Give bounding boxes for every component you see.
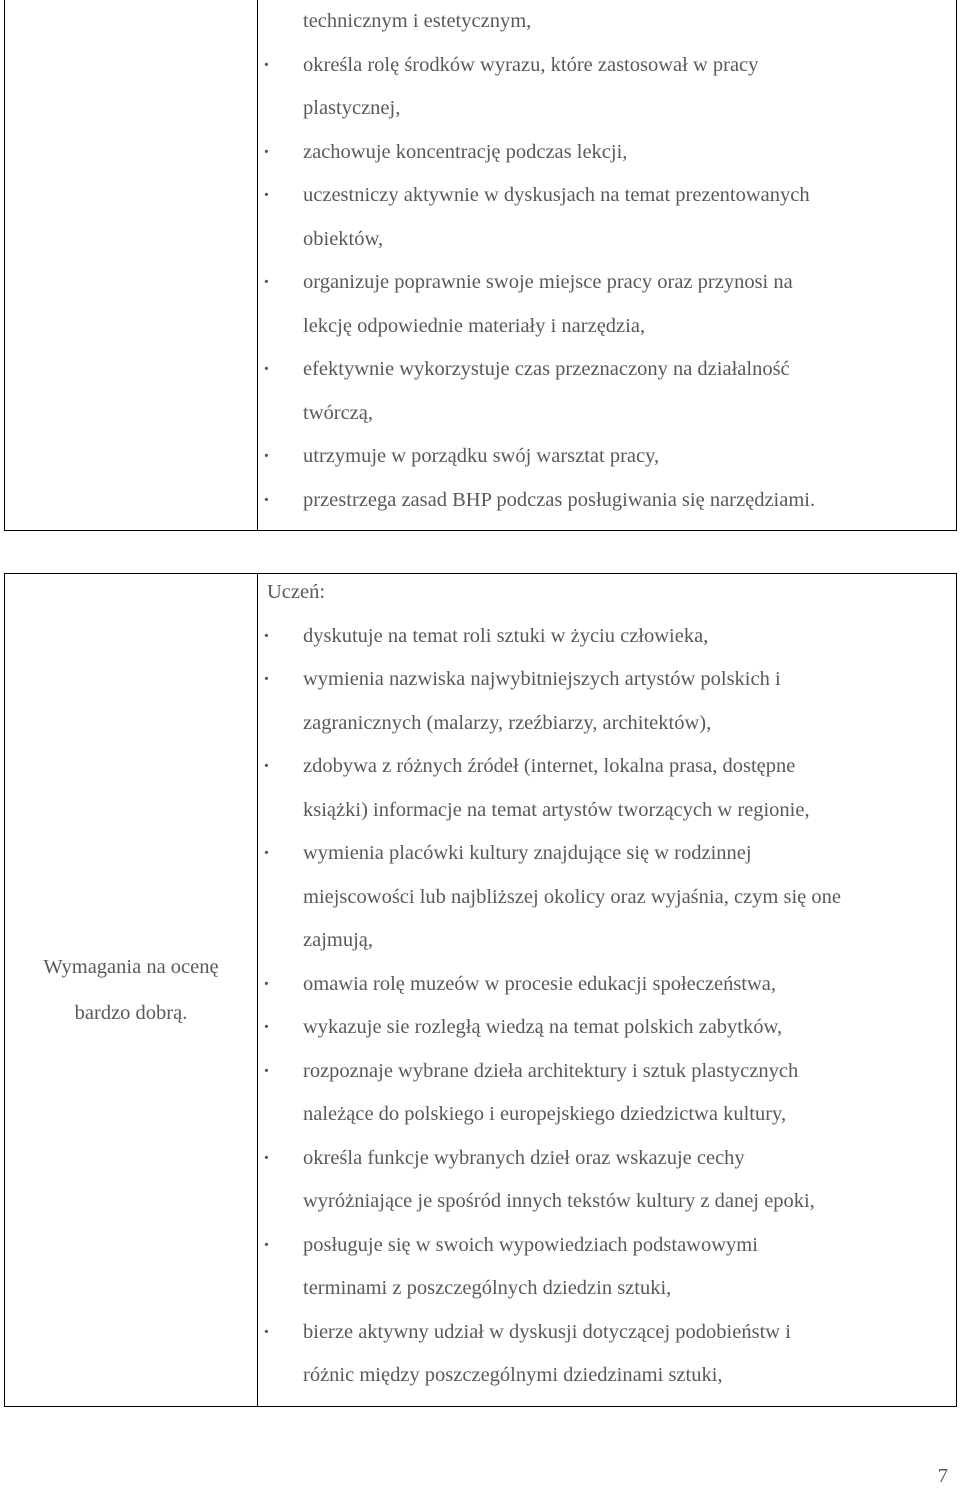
bullet-icon: · xyxy=(263,842,270,864)
list-item-continuation xyxy=(259,919,956,963)
list-item-text: przestrzega zasad BHP podczas posługiwania się narzędziami. xyxy=(303,488,816,511)
list-item-text: wyróżniające je spośród innych tekstów kultury z danej epoki, xyxy=(303,1190,815,1212)
list-item-text: obiektów, xyxy=(303,227,384,250)
bullet-icon: · xyxy=(263,488,270,511)
bullet-icon: · xyxy=(263,624,270,647)
bullet-icon: · xyxy=(263,668,270,690)
list-item xyxy=(259,745,956,789)
page-number: 7 xyxy=(937,1465,948,1487)
bullet-icon: · xyxy=(263,1059,270,1082)
list-item-text: technicznym i estetycznym, xyxy=(303,10,532,32)
list-item-text: utrzymuje w porządku swój warsztat pracy, xyxy=(303,445,660,467)
bullet-icon: · xyxy=(263,184,270,206)
list-item-text: określa rolę środków wyrazu, które zastosował w pracy xyxy=(303,53,759,76)
bullet-icon: · xyxy=(263,1016,270,1038)
list-item-text: organizuje poprawnie swoje miejsce pracy oraz przynosi na xyxy=(303,271,793,293)
list-item-continuation xyxy=(259,702,956,746)
bullet-icon: · xyxy=(263,53,270,76)
list-item-continuation xyxy=(259,0,956,44)
list-item xyxy=(259,1224,956,1268)
list-item xyxy=(259,1006,956,1050)
list-item xyxy=(259,348,956,392)
list-item-continuation xyxy=(259,218,956,262)
list-item-text: zajmują, xyxy=(303,929,374,951)
list-item-text: rozpoznaje wybrane dzieła architektury i sztuk plastycznych xyxy=(303,1059,799,1082)
grade-label xyxy=(5,944,257,1036)
list-item-continuation xyxy=(259,789,956,833)
list-item-text: plastycznej, xyxy=(303,97,401,119)
list-item-text: posługuje się w swoich wypowiedziach podstawowymi xyxy=(303,1233,758,1256)
requirements-list xyxy=(259,571,956,1398)
bullet-icon: · xyxy=(263,358,270,380)
list-item xyxy=(259,1050,956,1094)
list-item-text: wymienia placówki kultury znajdujące się w rodzinnej xyxy=(303,842,752,864)
list-item-continuation xyxy=(259,1267,956,1311)
requirements-table-top xyxy=(4,0,957,531)
list-item-text: dyskutuje na temat roli sztuki w życiu człowieka, xyxy=(303,624,709,647)
list-item xyxy=(259,658,956,702)
grade-label-line: bardzo dobrą. xyxy=(74,1002,188,1024)
bullet-icon: · xyxy=(263,1146,270,1169)
list-item-text: wymienia nazwiska najwybitniejszych artystów polskich i xyxy=(303,668,781,690)
bullet-icon: · xyxy=(263,445,270,467)
list-item xyxy=(259,261,956,305)
list-item-text: książki) informacje na temat artystów tworzących w regionie, xyxy=(303,798,810,821)
list-item xyxy=(259,1137,956,1181)
list-item-continuation xyxy=(259,1354,956,1398)
column-divider xyxy=(257,0,258,530)
list-heading xyxy=(259,571,956,615)
list-item xyxy=(259,44,956,88)
list-item xyxy=(259,131,956,175)
list-item xyxy=(259,615,956,659)
list-item xyxy=(259,832,956,876)
bullet-icon: · xyxy=(263,755,270,777)
column-divider xyxy=(257,574,258,1406)
list-item-text: efektywnie wykorzystuje czas przeznaczony na działalność xyxy=(303,358,790,380)
requirements-table-very-good xyxy=(4,573,957,1407)
bullet-icon: · xyxy=(263,271,270,293)
list-item-text: zdobywa z różnych źródeł (internet, lokalna prasa, dostępne xyxy=(303,755,796,777)
list-item-continuation xyxy=(259,305,956,349)
list-item-text: omawia rolę muzeów w procesie edukacji społeczeństwa, xyxy=(303,972,777,995)
list-item-continuation xyxy=(259,876,956,920)
list-item-text: należące do polskiego i europejskiego dziedzictwa kultury, xyxy=(303,1103,787,1125)
list-item-text: określa funkcje wybranych dzieł oraz wskazuje cechy xyxy=(303,1146,745,1169)
list-item xyxy=(259,435,956,479)
grade-label-line: Wymagania na ocenę xyxy=(43,956,219,978)
list-item-continuation xyxy=(259,1093,956,1137)
list-item-text: twórczą, xyxy=(303,401,373,424)
list-item xyxy=(259,963,956,1007)
list-item-continuation xyxy=(259,392,956,436)
list-item-text: bierze aktywny udział w dyskusji dotyczącej podobieństw i xyxy=(303,1320,791,1343)
list-item-text: zagranicznych (malarzy, rzeźbiarzy, architektów), xyxy=(303,711,712,734)
list-item-text: zachowuje koncentrację podczas lekcji, xyxy=(303,140,628,163)
list-item-text: różnic między poszczególnymi dziedzinami sztuki, xyxy=(303,1364,723,1386)
list-item-continuation xyxy=(259,87,956,131)
list-item-text: terminami z poszczególnych dziedzin sztuki, xyxy=(303,1277,672,1299)
list-item-text: uczestniczy aktywnie w dyskusjach na temat prezentowanych xyxy=(303,184,810,206)
list-item-text: miejscowości lub najbliższej okolicy oraz wyjaśnia, czym się one xyxy=(303,885,841,908)
list-item-text: wykazuje sie rozległą wiedzą na temat polskich zabytków, xyxy=(303,1016,783,1038)
list-item xyxy=(259,174,956,218)
bullet-icon: · xyxy=(263,140,270,163)
bullet-icon: · xyxy=(263,1320,270,1343)
requirements-list xyxy=(259,0,956,522)
bullet-icon: · xyxy=(263,972,270,995)
bullet-icon: · xyxy=(263,1233,270,1256)
list-item xyxy=(259,1311,956,1355)
list-item xyxy=(259,479,956,523)
list-item-text: lekcję odpowiednie materiały i narzędzia, xyxy=(303,314,646,337)
list-item-continuation xyxy=(259,1180,956,1224)
list-item-text: Uczeń: xyxy=(267,581,326,603)
